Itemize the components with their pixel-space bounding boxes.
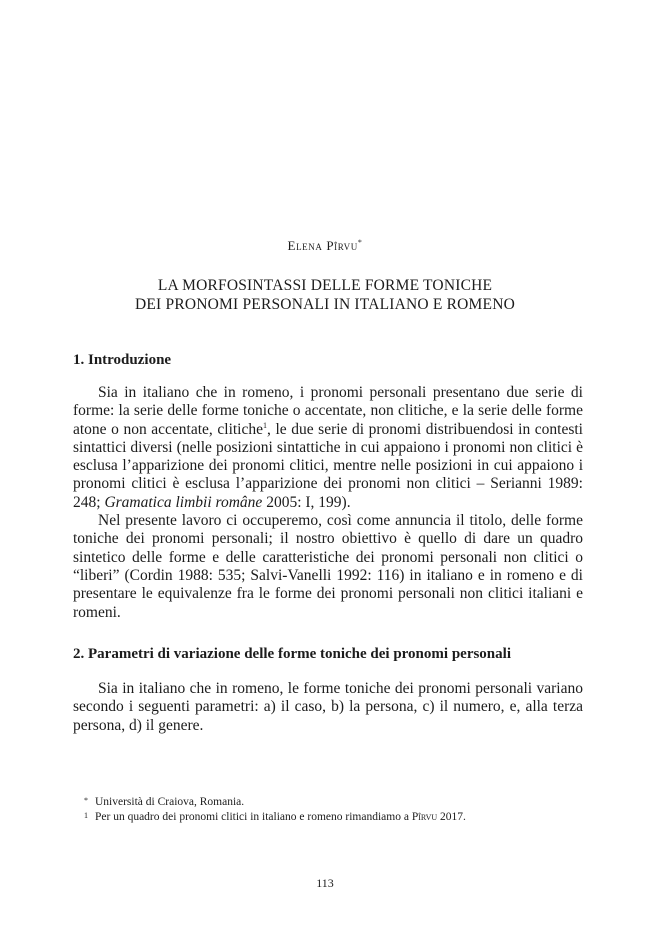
author-footnote-mark: *: [357, 238, 363, 247]
cited-author: Pîrvu: [411, 811, 438, 823]
paragraph: Nel presente lavoro ci occuperemo, così come annuncia il titolo, delle forme toniche dei pronomi personali; il nostro obiettivo è quello di dare un quadro sintetico delle forme e delle caratteristiche dei pronomi personali non clitici o “liberi” (Cordin 1988: 535; Salvi-Vanelli 1992: 116) in italiano e in romeno e di presentare le equivalenze fra le forme dei pronomi personali non clitici italiani e romeni.: [73, 512, 583, 621]
author-name: [0, 238, 650, 254]
section-2-heading: 2. Parametri di variazione delle forme toniche dei pronomi personali: [73, 646, 511, 662]
author-last-name: Pîrvu: [326, 238, 358, 253]
paragraph: Sia in italiano che in romeno, le forme toniche dei pronomi personali variano secondo i seguenti parametri: a) il caso, b) la persona, c) il numero, e, alla terza persona, d) il genere.: [73, 680, 583, 734]
footnotes: [84, 795, 595, 825]
footnote: 1 Per un quadro dei pronomi clitici in italiano e romeno rimandiamo a Pîrvu 2017.: [95, 810, 595, 825]
section-1-body: [73, 384, 583, 622]
title-line-2: DEI PRONOMI PERSONALI IN ITALIANO E ROMENO: [135, 296, 515, 313]
section-2-body: [73, 680, 583, 735]
footnote-mark: 1: [84, 811, 88, 820]
paragraph: Sia in italiano che in romeno, i pronomi personali presentano due serie di forme: la serie delle forme toniche o accentate, non clitiche, e la serie delle forme atone o non accentate, clitiche$^1$, le due serie di pronomi distribuendosi in contesti sintattici diversi (nelle posizioni sintattiche in cui appaiono i pronomi non clitici è esclusa l’apparizione dei pronomi clitici, mentre nelle posizioni in cui appaiono i pronomi clitici è esclusa l’apparizione dei pronomi non clitici – Serianni 1989: 248; Gramatica limbii române 2005: I, 199).: [73, 384, 583, 511]
title-line-1: LA MORFOSINTASSI DELLE FORME TONICHE: [157, 277, 493, 294]
author-first-name: Elena: [287, 238, 323, 253]
article-title: [0, 276, 650, 314]
work-title: Gramatica limbii române: [104, 493, 263, 511]
footnote-text: Università di Craiova, Romania.: [95, 796, 245, 808]
footnote-mark: *: [84, 796, 88, 805]
page-number: 113: [316, 876, 334, 890]
footnote: [84, 795, 595, 810]
footnote-ref: 1: [263, 420, 267, 430]
section-1-heading: 1. Introduzione: [73, 352, 172, 368]
